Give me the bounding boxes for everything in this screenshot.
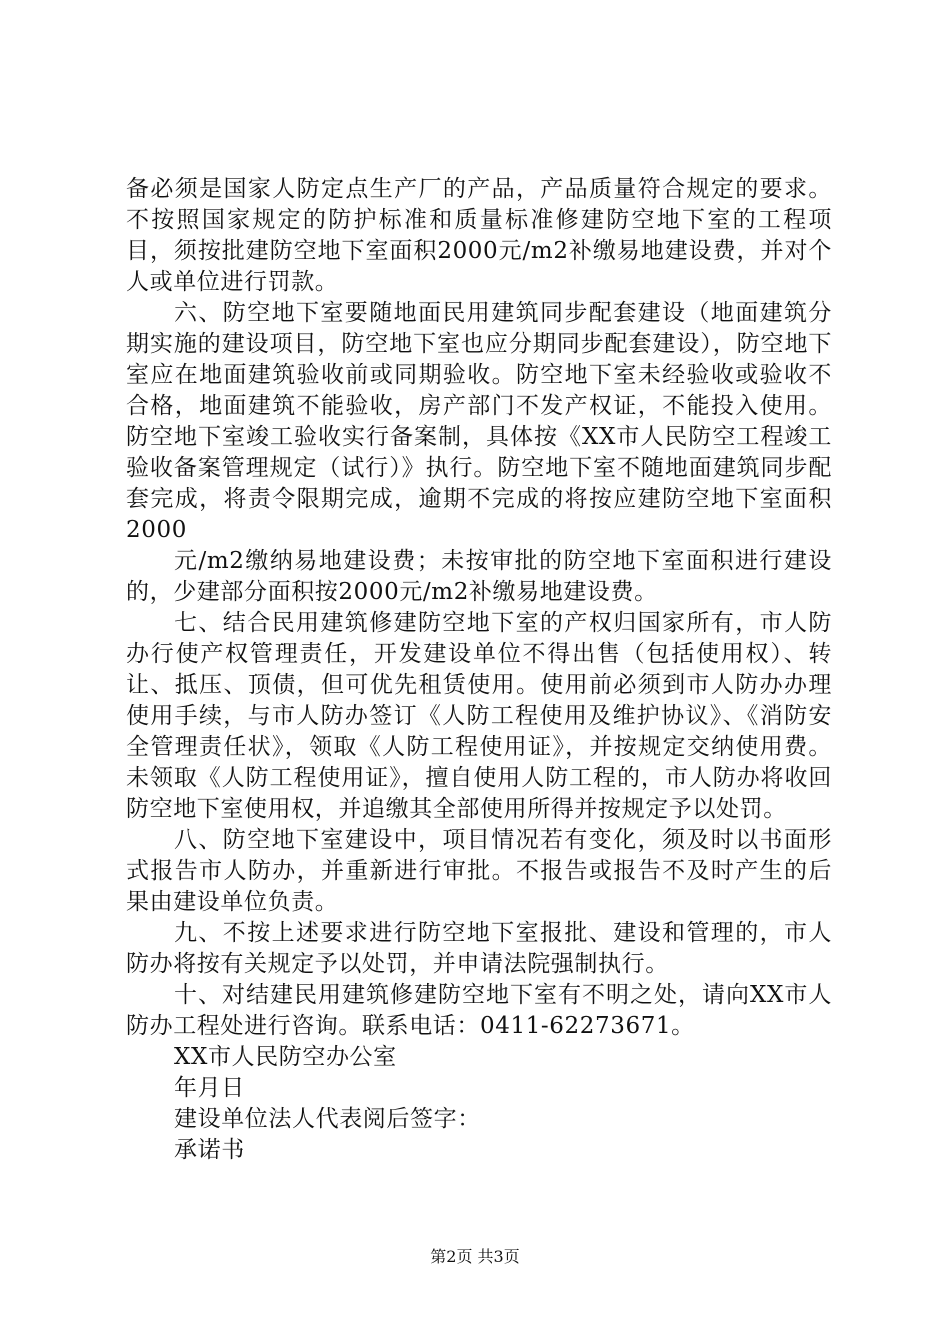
- page-footer: 第2页 共3页: [430, 1247, 520, 1266]
- paragraph: 六、防空地下室要随地面民用建筑同步配套建设（地面建筑分期实施的建设项目，防空地下室也应分期同步配套建设），防空地下室应在地面建筑验收前或同期验收。防空地下室未经验收或验收不合格，地面建筑不能验收，房产部门不发产权证，不能投入使用。防空地下室竣工验收实行备案制，具体按《XX市人民防空工程竣工验收备案管理规定（试行）》执行。防空地下室不随地面建筑同步配套完成，将责令限期完成，逾期不完成的将按应建防空地下室面积2000: [126, 300, 832, 543]
- paragraph: 年月日: [174, 1075, 245, 1101]
- paragraph: 七、结合民用建筑修建防空地下室的产权归国家所有，市人防办行使产权管理责任，开发建设单位不得出售（包括使用权）、转让、抵压、顶债，但可优先租赁使用。使用前必须到市人防办办理使用手续，与市人防办签订《人防工程使用及维护协议》、《消防安全管理责任状》，领取《人防工程使用证》，并按规定交纳使用费。未领取《人防工程使用证》，擅自使用人防工程的，市人防办将收回防空地下室使用权，并追缴其全部使用所得并按规定予以处罚。: [126, 610, 832, 822]
- document-body: [126, 174, 832, 1166]
- paragraph: 九、不按上述要求进行防空地下室报批、建设和管理的，市人防办将按有关规定予以处罚，并申请法院强制执行。: [126, 920, 832, 977]
- paragraph: 备必须是国家人防定点生产厂的产品，产品质量符合规定的要求。不按照国家规定的防护标准和质量标准修建防空地下室的工程项目，须按批建防空地下室面积2000元/m2补缴易地建设费，并对个人或单位进行罚款。: [126, 176, 832, 295]
- paragraph: 承诺书: [174, 1137, 245, 1163]
- paragraph: 十、对结建民用建筑修建防空地下室有不明之处，请向XX市人防办工程处进行咨询。联系电话：0411-62273671。: [126, 982, 832, 1039]
- paragraph: 建设单位法人代表阅后签字：: [174, 1106, 481, 1132]
- paragraph: 元/m2缴纳易地建设费；未按审批的防空地下室面积进行建设的，少建部分面积按2000元/m2补缴易地建设费。: [126, 548, 832, 605]
- paragraph: 八、防空地下室建设中，项目情况若有变化，须及时以书面形式报告市人防办，并重新进行审批。不报告或报告不及时产生的后果由建设单位负责。: [126, 827, 832, 915]
- paragraph: XX市人民防空办公室: [174, 1044, 397, 1070]
